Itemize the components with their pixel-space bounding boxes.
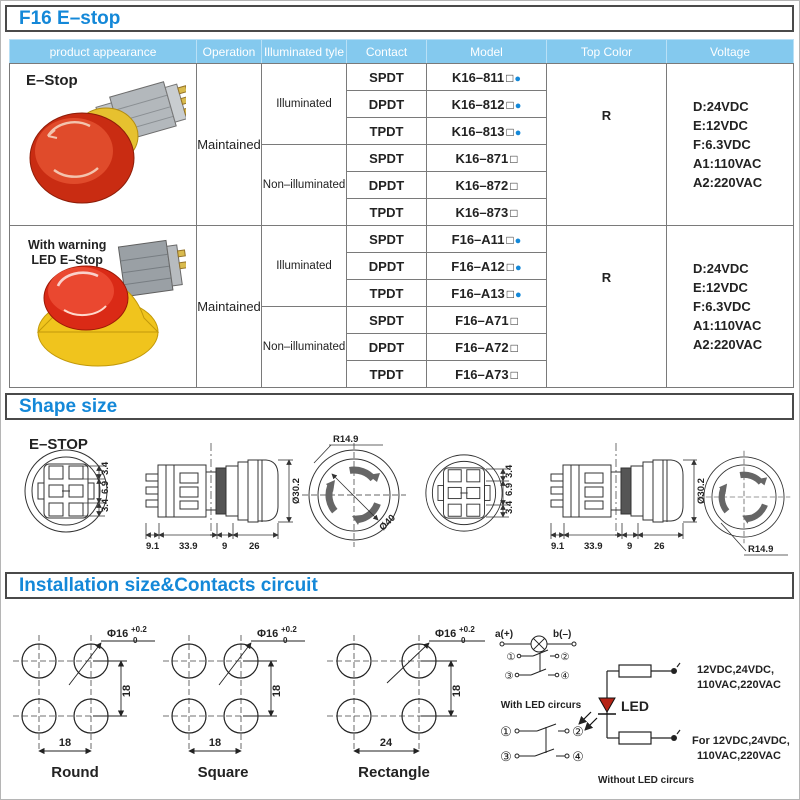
model-code: K16–812 bbox=[451, 96, 505, 112]
topcolor-cell: R bbox=[547, 226, 667, 388]
voltage-line: A2:220VAC bbox=[693, 175, 763, 190]
model-code: F16–A12 bbox=[451, 258, 505, 274]
installation-drawings bbox=[9, 603, 793, 798]
v-spacing-label: 18 bbox=[271, 684, 283, 698]
voltage-line: F:6.3VDC bbox=[693, 137, 751, 152]
product-name-line1: With warning bbox=[28, 238, 107, 252]
terminal-b-label: b(–) bbox=[553, 629, 572, 640]
voltage-code-dot: ● bbox=[515, 288, 522, 301]
table-header-row bbox=[10, 40, 794, 64]
voltage-note-line: For 12VDC,24VDC, bbox=[692, 735, 790, 747]
model-code: K16–811 bbox=[452, 69, 505, 85]
top-view-drawing bbox=[698, 451, 791, 544]
contact-cell: DPDT bbox=[347, 172, 427, 199]
contact-cell: SPDT bbox=[347, 64, 427, 91]
model-cell bbox=[427, 199, 547, 226]
contact-cell: TPDT bbox=[347, 118, 427, 145]
contact-cell: TPDT bbox=[347, 199, 427, 226]
table-row bbox=[10, 64, 794, 91]
product-image-estop bbox=[24, 74, 186, 212]
section-title: Shape size bbox=[19, 395, 118, 417]
section-header-f16-estop bbox=[5, 5, 794, 32]
panel-caption: Rectangle bbox=[358, 764, 430, 781]
contact-cell: DPDT bbox=[347, 334, 427, 361]
front-view-drawing bbox=[25, 450, 107, 532]
panel-caption: Round bbox=[51, 764, 99, 781]
color-code-square: □ bbox=[506, 97, 514, 112]
model-cell bbox=[427, 307, 547, 334]
terminal-4: ④ bbox=[560, 671, 570, 682]
dim-label: 3.4 bbox=[100, 498, 111, 512]
hole-pattern-round bbox=[13, 625, 155, 781]
spec-table bbox=[9, 39, 794, 388]
color-code-square: □ bbox=[506, 232, 514, 247]
voltage-line: E:12VDC bbox=[693, 118, 748, 133]
panel-caption: Square bbox=[197, 764, 249, 781]
dim-label: 3.4 bbox=[504, 464, 515, 478]
h-spacing-label: 18 bbox=[58, 737, 72, 749]
tolerance-sup: +0.2 bbox=[281, 625, 297, 634]
model-code: F16–A72 bbox=[455, 339, 509, 355]
illuminated-cell: Illuminated bbox=[262, 226, 347, 307]
voltage-note-line: 12VDC,24VDC, bbox=[697, 664, 775, 676]
dim-label: 9.1 bbox=[146, 541, 160, 552]
product-appearance-cell-led-estop bbox=[10, 226, 197, 388]
voltage-note-line: 110VAC,220VAC bbox=[697, 750, 781, 762]
non-illuminated-cell: Non–illuminated bbox=[262, 145, 347, 226]
voltage-line: A1:110VAC bbox=[693, 318, 762, 333]
voltage-code-dot: ● bbox=[515, 261, 522, 274]
model-code: F16–A71 bbox=[455, 312, 509, 328]
red-mushroom-cap bbox=[30, 113, 134, 203]
terminal-a-label: a(+) bbox=[495, 629, 514, 640]
dim-label: 9.1 bbox=[551, 541, 565, 552]
v-spacing-label: 18 bbox=[121, 684, 133, 698]
terminal-2: ② bbox=[572, 724, 584, 739]
voltage-note-line: 110VAC,220VAC bbox=[697, 679, 781, 691]
col-header-illuminated: Illuminated tyle bbox=[262, 40, 347, 64]
col-header-appearance: product appearance bbox=[10, 40, 197, 64]
model-code: K16–871 bbox=[455, 150, 509, 166]
dim-label: 26 bbox=[249, 541, 260, 552]
terminal-1: ① bbox=[500, 724, 512, 739]
tolerance-sub: 0 bbox=[283, 636, 288, 645]
contact-cell: SPDT bbox=[347, 226, 427, 253]
col-header-voltage: Voltage bbox=[667, 40, 794, 64]
topcolor-cell: R bbox=[547, 64, 667, 226]
model-cell bbox=[427, 226, 547, 253]
dim-label: R14.9 bbox=[333, 434, 359, 445]
voltage-line: D:24VDC bbox=[693, 261, 749, 276]
h-spacing-label: 18 bbox=[208, 737, 222, 749]
led-symbol bbox=[579, 698, 616, 730]
tolerance-sub: 0 bbox=[461, 636, 466, 645]
tolerance-sup: +0.2 bbox=[131, 625, 147, 634]
side-view-drawing bbox=[146, 443, 278, 539]
hole-pattern-rectangle bbox=[327, 625, 485, 781]
product-appearance-cell-estop bbox=[10, 64, 197, 226]
model-cell bbox=[427, 64, 547, 91]
col-header-operation: Operation bbox=[197, 40, 262, 64]
dim-label: Ø40 bbox=[377, 512, 398, 534]
voltage-code-dot: ● bbox=[514, 126, 522, 139]
color-code-square: □ bbox=[510, 178, 518, 193]
model-cell bbox=[427, 253, 547, 280]
col-header-contact: Contact bbox=[347, 40, 427, 64]
color-code-square: □ bbox=[510, 367, 518, 382]
contact-block-without-led bbox=[500, 724, 584, 764]
model-code: K16–813 bbox=[451, 123, 505, 139]
color-code-square: □ bbox=[510, 205, 518, 220]
product-name: E–Stop bbox=[26, 72, 78, 89]
terminal-3: ③ bbox=[504, 671, 514, 682]
wire-terminal-dot bbox=[671, 735, 677, 741]
led-circuit bbox=[579, 663, 790, 762]
color-code-square: □ bbox=[506, 70, 514, 85]
voltage-line: E:12VDC bbox=[693, 280, 748, 295]
contact-cell: DPDT bbox=[347, 253, 427, 280]
contact-block-with-led bbox=[505, 650, 570, 682]
voltage-cell bbox=[667, 64, 794, 226]
voltage-cell bbox=[667, 226, 794, 388]
dim-label: R14.9 bbox=[748, 544, 774, 555]
front-view-drawing bbox=[426, 455, 502, 531]
color-code-square: □ bbox=[506, 124, 514, 139]
hole-pattern-square bbox=[163, 625, 305, 781]
voltage-code-dot: ● bbox=[514, 72, 521, 85]
terminal-4: ④ bbox=[572, 749, 584, 764]
voltage-line: A1:110VAC bbox=[693, 156, 762, 171]
tolerance-sup: +0.2 bbox=[459, 625, 475, 634]
hole-dia-label: Φ16 bbox=[107, 628, 129, 640]
dim-label: 3.4 bbox=[100, 461, 111, 475]
without-led-caption: Without LED circurs bbox=[597, 775, 695, 786]
contact-cell: TPDT bbox=[347, 361, 427, 388]
col-header-model: Model bbox=[427, 40, 547, 64]
model-code: K16–873 bbox=[455, 204, 509, 220]
section-header-shape-size bbox=[5, 393, 794, 420]
model-code: K16–872 bbox=[455, 177, 509, 193]
operation-cell: Maintained bbox=[197, 226, 262, 388]
contact-cell: SPDT bbox=[347, 145, 427, 172]
v-spacing-label: 18 bbox=[451, 684, 463, 698]
dim-label: 33.9 bbox=[584, 541, 603, 552]
model-cell bbox=[427, 91, 547, 118]
color-code-square: □ bbox=[506, 286, 515, 301]
operation-cell: Maintained bbox=[197, 64, 262, 226]
col-header-topcolor: Top Color bbox=[547, 40, 667, 64]
model-code: F16–A11 bbox=[451, 231, 505, 247]
model-code: F16–A13 bbox=[451, 285, 505, 301]
section-title: Installation size&Contacts circuit bbox=[19, 574, 318, 596]
voltage-code-dot: ● bbox=[514, 234, 522, 247]
top-view-drawing bbox=[302, 443, 406, 547]
terminal-1: ① bbox=[506, 652, 516, 663]
contact-cell: DPDT bbox=[347, 91, 427, 118]
color-code-square: □ bbox=[510, 340, 518, 355]
contact-cell: SPDT bbox=[347, 307, 427, 334]
dim-label: Ø30.2 bbox=[696, 478, 707, 504]
color-code-square: □ bbox=[510, 313, 518, 328]
dim-label: 9 bbox=[627, 541, 633, 552]
estop-drawing-label: E–STOP bbox=[29, 436, 88, 453]
wire-terminal-dot bbox=[671, 668, 677, 674]
switch-body bbox=[118, 238, 186, 297]
hole-dia-label: Φ16 bbox=[435, 628, 457, 640]
dim-label: 6.9 bbox=[100, 480, 111, 494]
shape-size-drawings bbox=[9, 427, 793, 569]
h-spacing-label: 24 bbox=[379, 737, 393, 749]
model-cell bbox=[427, 172, 547, 199]
terminal-3: ③ bbox=[500, 749, 512, 764]
side-view-drawing bbox=[551, 443, 683, 539]
terminal-2: ② bbox=[560, 652, 570, 663]
dim-label: 33.9 bbox=[179, 541, 198, 552]
color-code-square: □ bbox=[506, 259, 515, 274]
section-title: F16 E–stop bbox=[19, 7, 121, 29]
dim-label: Ø30.2 bbox=[291, 478, 302, 504]
model-cell bbox=[427, 334, 547, 361]
table-row bbox=[10, 226, 794, 253]
voltage-line: A2:220VAC bbox=[693, 337, 763, 352]
contact-cell: TPDT bbox=[347, 280, 427, 307]
product-name bbox=[28, 238, 106, 268]
illuminated-cell: Illuminated bbox=[262, 64, 347, 145]
model-cell bbox=[427, 280, 547, 307]
voltage-line: F:6.3VDC bbox=[693, 299, 751, 314]
voltage-line: D:24VDC bbox=[693, 99, 749, 114]
hole-dia-label: Φ16 bbox=[257, 628, 279, 640]
section-header-installation bbox=[5, 572, 794, 599]
tolerance-sub: 0 bbox=[133, 636, 138, 645]
contacts-circuit bbox=[495, 629, 790, 786]
model-cell bbox=[427, 118, 547, 145]
model-cell bbox=[427, 145, 547, 172]
product-name-line2: LED E–Stop bbox=[31, 253, 103, 267]
color-code-square: □ bbox=[510, 151, 518, 166]
model-cell bbox=[427, 361, 547, 388]
non-illuminated-cell: Non–illuminated bbox=[262, 307, 347, 388]
dim-label: 6.9 bbox=[504, 482, 515, 496]
red-mushroom-cap bbox=[44, 266, 128, 330]
with-led-caption: With LED circurs bbox=[500, 700, 582, 711]
model-code: F16–A73 bbox=[455, 366, 509, 382]
led-label: LED bbox=[621, 698, 649, 714]
dim-label: 9 bbox=[222, 541, 228, 552]
voltage-code-dot: ● bbox=[514, 99, 522, 112]
dim-label: 3.4 bbox=[504, 500, 515, 514]
dim-label: 26 bbox=[654, 541, 665, 552]
